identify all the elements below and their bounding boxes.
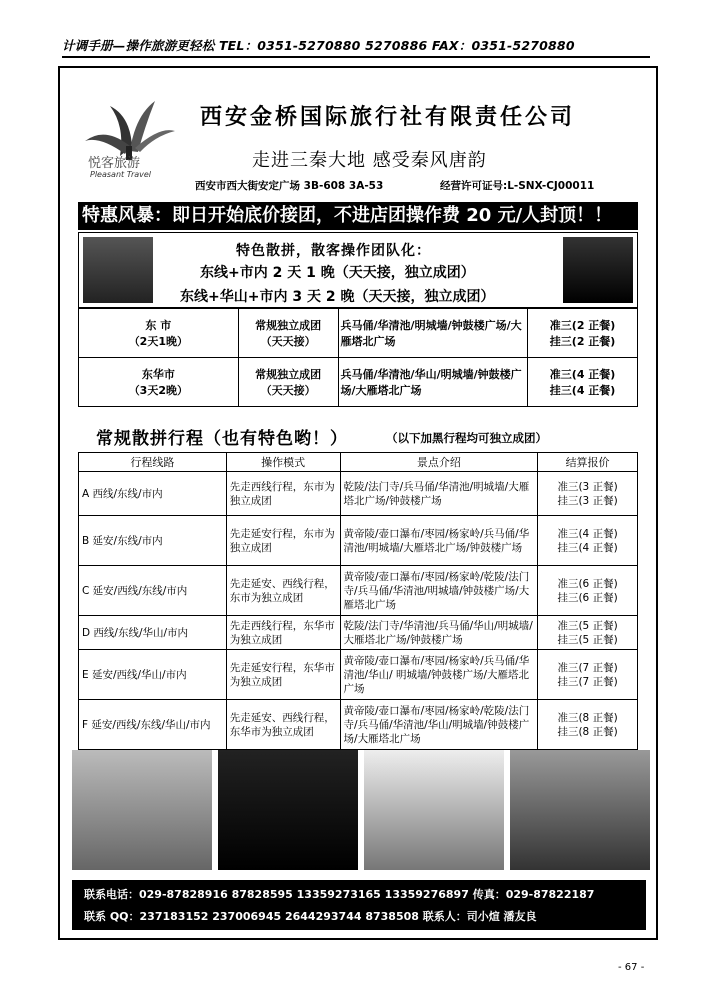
page-number: - 67 - bbox=[618, 962, 645, 973]
logo bbox=[80, 86, 180, 188]
license-number: 经营许可证号:L-SNX-CJ00011 bbox=[440, 180, 595, 192]
spots-cell: 黄帝陵/壶口瀑布/枣园/杨家岭/乾陵/法门寺/兵马俑/华清池/华山/明城墙/钟鼓楼广场/大雁塔北广场 bbox=[340, 700, 538, 750]
promo-line-2: 东线+市内 2 天 1 晚（天天接，独立成团） bbox=[200, 265, 475, 281]
tour-price-cell: 准三(4 正餐) 挂三(4 正餐) bbox=[528, 358, 638, 407]
company-name: 西安金桥国际旅行社有限责任公司 bbox=[200, 105, 576, 130]
table-row bbox=[79, 358, 638, 407]
terracotta-warriors-photo bbox=[510, 750, 650, 870]
price-cell: 准三(3 正餐) 挂三(3 正餐) bbox=[538, 472, 638, 516]
tour-name-cell: 东 市 （2天1晚） bbox=[79, 309, 239, 358]
logo-english: Pleasant Travel bbox=[90, 170, 152, 179]
mode-cell: 先走延安、西线行程，东华市为独立成团 bbox=[226, 700, 340, 750]
mode-cell: 先走延安行程，东华市为独立成团 bbox=[226, 650, 340, 700]
mode-cell: 先走西线行程，东华市为独立成团 bbox=[226, 616, 340, 650]
header-spots: 景点介绍 bbox=[340, 453, 538, 472]
spots-cell: 乾陵/法门寺/华清池/兵马俑/华山/明城墙/大雁塔北广场/钟鼓楼广场 bbox=[340, 616, 538, 650]
route-cell: B 延安/东线/市内 bbox=[79, 516, 227, 566]
price-cell: 准三(7 正餐) 挂三(7 正餐) bbox=[538, 650, 638, 700]
slogan: 走进三秦大地 感受秦风唐韵 bbox=[252, 150, 487, 171]
spots-cell: 黄帝陵/壶口瀑布/枣园/杨家岭/乾陵/法门寺/兵马俑/华清池/明城墙/钟鼓楼广场/大雁塔北广场 bbox=[340, 566, 538, 616]
pagoda-garden-photo bbox=[72, 750, 212, 870]
section-note: （以下加黑行程均可独立成团） bbox=[386, 431, 547, 445]
spots-cell: 黄帝陵/壶口瀑布/枣园/杨家岭/兵马俑/华清池/华山/ 明城墙/钟鼓楼广场/大雁塔北广场 bbox=[340, 650, 538, 700]
terracotta-photo bbox=[83, 237, 153, 303]
table-row bbox=[79, 516, 638, 566]
header-price: 结算报价 bbox=[538, 453, 638, 472]
tour-spots-cell: 兵马俑/华清池/华山/明城墙/钟鼓楼广场/大雁塔北广场 bbox=[338, 358, 528, 407]
tour-price-cell: 准三(2 正餐) 挂三(2 正餐) bbox=[528, 309, 638, 358]
spots-cell: 黄帝陵/壶口瀑布/枣园/杨家岭/兵马俑/华清池/明城墙/大雁塔北广场/钟鼓楼广场 bbox=[340, 516, 538, 566]
section-title: 常规散拼行程（也有特色哟！） bbox=[96, 429, 348, 449]
promo-line-3: 东线+华山+市内 3 天 2 晚（天天接，独立成团） bbox=[180, 289, 495, 305]
route-table bbox=[78, 452, 638, 750]
wild-goose-pagoda-photo bbox=[364, 750, 504, 870]
header-mode: 操作模式 bbox=[226, 453, 340, 472]
route-cell: F 延安/西线/东线/华山/市内 bbox=[79, 700, 227, 750]
route-cell: E 延安/西线/华山/市内 bbox=[79, 650, 227, 700]
table-row bbox=[79, 566, 638, 616]
header-route: 行程线路 bbox=[79, 453, 227, 472]
mode-cell: 先走延安、西线行程，东市为独立成团 bbox=[226, 566, 340, 616]
mode-cell: 先走西线行程，东市为独立成团 bbox=[226, 472, 340, 516]
contact-bar bbox=[72, 880, 646, 930]
contact-phone: 联系电话：029-87828916 87828595 13359273165 13359276897 传真：029-87822187 bbox=[84, 888, 595, 901]
table-row bbox=[79, 700, 638, 750]
table-row bbox=[79, 309, 638, 358]
route-cell: C 延安/西线/东线/市内 bbox=[79, 566, 227, 616]
price-cell: 准三(8 正餐) 挂三(8 正餐) bbox=[538, 700, 638, 750]
palace-photo bbox=[563, 237, 633, 303]
photo-strip bbox=[72, 750, 646, 870]
route-cell: D 西线/东线/华山/市内 bbox=[79, 616, 227, 650]
top-header-line: 计调手册—操作旅游更轻松 TEL：0351-5270880 5270886 FAX：0351-5270880 bbox=[62, 36, 650, 58]
promo-line-1: 特色散拼，散客操作团队化： bbox=[236, 243, 431, 259]
contact-qq: 联系 QQ：237183152 237006945 2644293744 8738508 联系人：司小煊 潘友良 bbox=[84, 910, 537, 923]
price-cell: 准三(6 正餐) 挂三(6 正餐) bbox=[538, 566, 638, 616]
tour-spots-cell: 兵马俑/华清池/明城墙/钟鼓楼广场/大雁塔北广场 bbox=[338, 309, 528, 358]
logo-name: 悦客旅游 bbox=[88, 156, 141, 171]
fountain-photo bbox=[218, 750, 358, 870]
table-row bbox=[79, 650, 638, 700]
promo-banner: 特惠风暴：即日开始底价接团，不进店团操作费 20 元/人封顶！！ bbox=[78, 202, 638, 230]
mode-cell: 先走延安行程，东市为独立成团 bbox=[226, 516, 340, 566]
tour-name-cell: 东华市 （3天2晚） bbox=[79, 358, 239, 407]
table-header-row bbox=[79, 453, 638, 472]
special-tour-table bbox=[78, 308, 638, 407]
tour-mode-cell: 常规独立成团 （天天接） bbox=[238, 309, 338, 358]
spots-cell: 乾陵/法门寺/兵马俑/华清池/明城墙/大雁塔北广场/钟鼓楼广场 bbox=[340, 472, 538, 516]
price-cell: 准三(5 正餐) 挂三(5 正餐) bbox=[538, 616, 638, 650]
address: 西安市西大街安定广场 3B-608 3A-53 bbox=[195, 180, 384, 192]
table-row bbox=[79, 616, 638, 650]
table-row bbox=[79, 472, 638, 516]
tour-mode-cell: 常规独立成团 （天天接） bbox=[238, 358, 338, 407]
route-cell: A 西线/东线/市内 bbox=[79, 472, 227, 516]
price-cell: 准三(4 正餐) 挂三(4 正餐) bbox=[538, 516, 638, 566]
